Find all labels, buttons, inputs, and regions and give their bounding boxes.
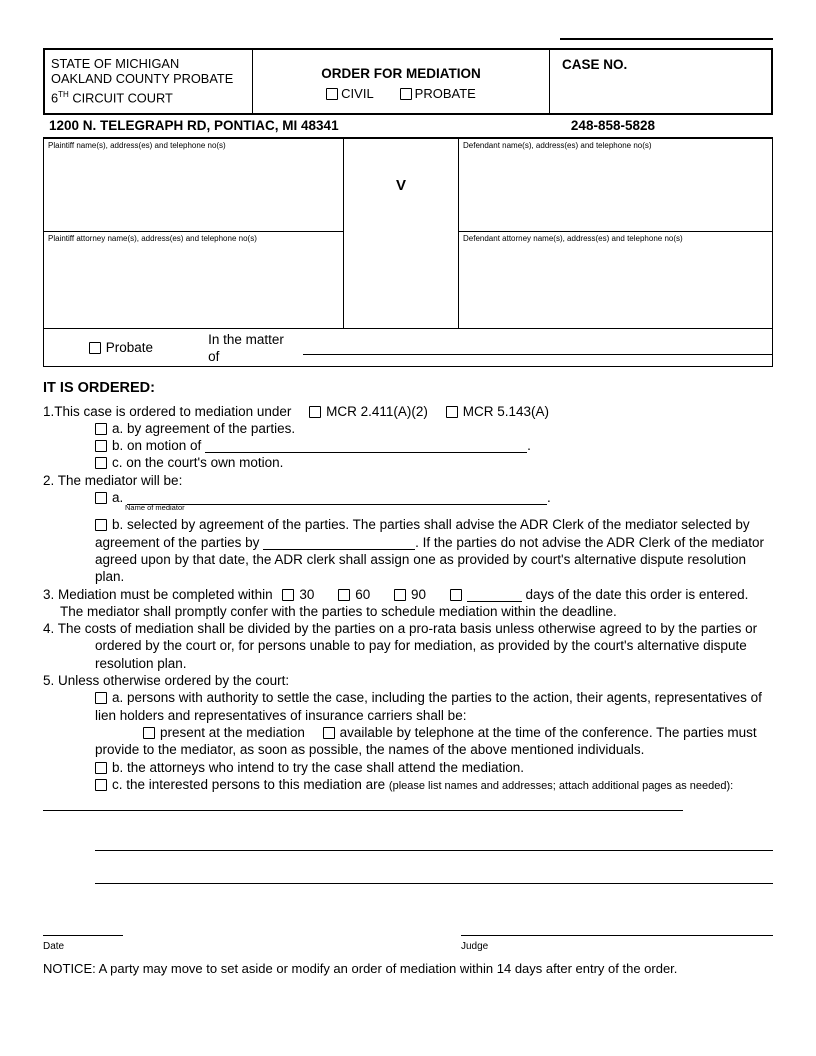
matter-of-label: In the matter of bbox=[208, 331, 284, 364]
court-line-1: STATE OF MICHIGAN bbox=[51, 56, 180, 71]
continuation-line-2[interactable] bbox=[95, 851, 773, 884]
item2a-period: . bbox=[547, 490, 551, 506]
item2a-checkbox[interactable] bbox=[95, 492, 107, 504]
probate-matter-checkbox[interactable] bbox=[89, 342, 101, 354]
probate-checkbox[interactable] bbox=[400, 88, 412, 100]
court-line-2: OAKLAND COUNTY PROBATE bbox=[51, 71, 234, 87]
item5b-checkbox[interactable] bbox=[95, 762, 107, 774]
item1b-period: . bbox=[527, 438, 531, 454]
plaintiff-attorney-label: Plaintiff attorney name(s), address(es) and telephone no(s) bbox=[48, 234, 257, 244]
date-line[interactable] bbox=[43, 922, 123, 936]
item2-lead-text: 2. The mediator will be: bbox=[43, 472, 183, 488]
case-no-label: CASE NO. bbox=[562, 57, 628, 72]
mcr-5143a-checkbox[interactable] bbox=[446, 406, 458, 418]
versus-label: V bbox=[395, 177, 406, 195]
mcr-2411a2-label: MCR 2.411(A)(2) bbox=[326, 403, 428, 419]
defendant-name-label: Defendant name(s), address(es) and telephone no(s) bbox=[463, 141, 652, 151]
item-1b bbox=[43, 437, 773, 454]
mediator-name-caption: Name of mediator bbox=[125, 503, 185, 513]
days-90-label: 90 bbox=[410, 586, 427, 602]
item1c-checkbox[interactable] bbox=[95, 457, 107, 469]
civil-checkbox[interactable] bbox=[326, 88, 338, 100]
item-5b bbox=[43, 759, 773, 776]
item1-lead-text: 1.This case is ordered to mediation under bbox=[43, 403, 292, 419]
mcr-2411a2-checkbox[interactable] bbox=[309, 406, 321, 418]
motion-of-blank[interactable] bbox=[205, 439, 527, 453]
court-line-3-rest: CIRCUIT COURT bbox=[68, 90, 173, 106]
defendant-attorney-label: Defendant attorney name(s), address(es) and telephone no(s) bbox=[463, 234, 683, 244]
case-no-cell bbox=[550, 50, 771, 113]
telephone-checkbox[interactable] bbox=[323, 727, 335, 739]
judge-field bbox=[461, 922, 773, 955]
item1c-text: c. on the court's own motion. bbox=[112, 455, 284, 471]
case-type-checkboxes bbox=[253, 85, 549, 102]
present-checkbox[interactable] bbox=[143, 727, 155, 739]
plaintiff-name-label: Plaintiff name(s), address(es) and telephone no(s) bbox=[48, 141, 226, 151]
advise-date-blank[interactable] bbox=[263, 536, 415, 550]
item2b-text1: b. selected by agreement of the parties. The parties shall advise the ADR Clerk of the mediator selected by agreement of the parties by bbox=[95, 517, 750, 550]
item-5a bbox=[43, 689, 773, 724]
item5-lead-text: 5. Unless otherwise ordered by the court: bbox=[43, 673, 290, 689]
date-field bbox=[43, 922, 123, 955]
item-1 bbox=[43, 403, 773, 420]
form-header bbox=[43, 48, 773, 115]
item-2 bbox=[43, 472, 773, 489]
days-30-checkbox[interactable] bbox=[282, 589, 294, 601]
item-1c bbox=[43, 454, 773, 471]
days-90-checkbox[interactable] bbox=[394, 589, 406, 601]
probate-option bbox=[400, 85, 476, 102]
days-other-checkbox[interactable] bbox=[450, 589, 462, 601]
civil-option bbox=[326, 85, 374, 102]
signature-row bbox=[43, 922, 773, 955]
item-5 bbox=[43, 672, 773, 689]
court-address: 1200 N. TELEGRAPH RD, PONTIAC, MI 48341 bbox=[49, 118, 339, 133]
probate-matter-row bbox=[44, 328, 772, 366]
item1a-checkbox[interactable] bbox=[95, 423, 107, 435]
court-line-3-number: 6 bbox=[51, 90, 59, 106]
party-table bbox=[43, 139, 773, 367]
matter-of-blank[interactable] bbox=[303, 341, 772, 355]
civil-label: CIVIL bbox=[341, 86, 374, 102]
item5a-text: a. persons with authority to settle the case, including the parties to the action, their agents, representatives of lien holders and representatives of insurance carriers shall be: bbox=[95, 690, 762, 723]
probate-label: PROBATE bbox=[414, 86, 476, 102]
days-60-checkbox[interactable] bbox=[338, 589, 350, 601]
telephone-text: available by telephone at the time of the conference. The parties must provide to the mediator, as soon as possible, the names of the above mentioned individuals. bbox=[95, 724, 757, 758]
versus-cell bbox=[344, 139, 459, 328]
item2a-prefix: a. bbox=[112, 490, 124, 506]
court-phone: 248-858-5828 bbox=[570, 118, 655, 133]
days-60-label: 60 bbox=[355, 586, 371, 602]
item2b-checkbox[interactable] bbox=[95, 519, 107, 531]
item-4 bbox=[43, 620, 773, 672]
court-identification bbox=[45, 50, 252, 113]
court-line-3 bbox=[51, 87, 246, 106]
item-3 bbox=[43, 586, 773, 621]
item-5a-options bbox=[43, 724, 773, 759]
item5b-text: b. the attorneys who intend to try the case shall attend the mediation. bbox=[112, 759, 525, 775]
notice-text: NOTICE: A party may move to set aside or modify an order of mediation within 14 days after entry of the order. bbox=[43, 960, 678, 976]
mcr-5143a-label: MCR 5.143(A) bbox=[462, 403, 549, 419]
item5c-checkbox[interactable] bbox=[95, 779, 107, 791]
judge-label: Judge bbox=[461, 941, 489, 953]
form-title-block bbox=[252, 50, 550, 113]
days-other-blank[interactable] bbox=[467, 588, 522, 602]
item3-tail-text: days of the date this order is entered. The mediator shall promptly confer with the parties to schedule mediation within the deadline. bbox=[60, 586, 749, 619]
days-30-label: 30 bbox=[299, 586, 315, 602]
plaintiff-name-box[interactable] bbox=[44, 139, 344, 232]
plaintiff-attorney-box[interactable] bbox=[44, 232, 344, 328]
item5a-checkbox[interactable] bbox=[95, 692, 107, 704]
present-label: present at the mediation bbox=[160, 724, 305, 740]
item2b-text2: . If the parties do not advise the ADR Clerk of the mediator agreed upon by that date, the ADR clerk shall assign one as provided by court's alternative dispute resolution plan. bbox=[95, 534, 765, 585]
item-2b bbox=[43, 516, 773, 585]
ordered-heading: IT IS ORDERED: bbox=[43, 380, 155, 397]
item-5c bbox=[43, 776, 773, 813]
mediator-name-blank[interactable] bbox=[127, 491, 547, 505]
top-rule bbox=[560, 38, 773, 40]
judge-signature-line[interactable] bbox=[461, 922, 773, 936]
defendant-name-box[interactable] bbox=[459, 139, 772, 232]
interested-persons-blank[interactable] bbox=[43, 797, 683, 811]
item1b-checkbox[interactable] bbox=[95, 440, 107, 452]
court-line-3-ordinal: TH bbox=[58, 89, 69, 99]
date-label: Date bbox=[43, 941, 65, 953]
defendant-attorney-box[interactable] bbox=[459, 232, 772, 328]
item5c-text: c. the interested persons to this mediation are bbox=[112, 776, 386, 792]
item1b-text: b. on motion of bbox=[112, 438, 202, 454]
item-1a bbox=[43, 420, 773, 437]
item1a-text: a. by agreement of the parties. bbox=[112, 420, 296, 436]
probate-matter-label: Probate bbox=[105, 340, 154, 356]
court-address-bar bbox=[43, 115, 773, 139]
item3-lead-text: 3. Mediation must be completed within bbox=[43, 586, 273, 602]
form-title: ORDER FOR MEDIATION bbox=[321, 66, 481, 81]
item5c-instructions: (please list names and addresses; attach additional pages as needed): bbox=[388, 779, 734, 792]
item4-text: 4. The costs of mediation shall be divided by the parties on a pro-rata basis unless otherwise agreed to by the parties or ordered by the court or, for persons unable to pay for mediation, as provided by the court's alternative dispute resolution plan. bbox=[43, 621, 758, 671]
continuation-line-1[interactable] bbox=[95, 818, 773, 851]
